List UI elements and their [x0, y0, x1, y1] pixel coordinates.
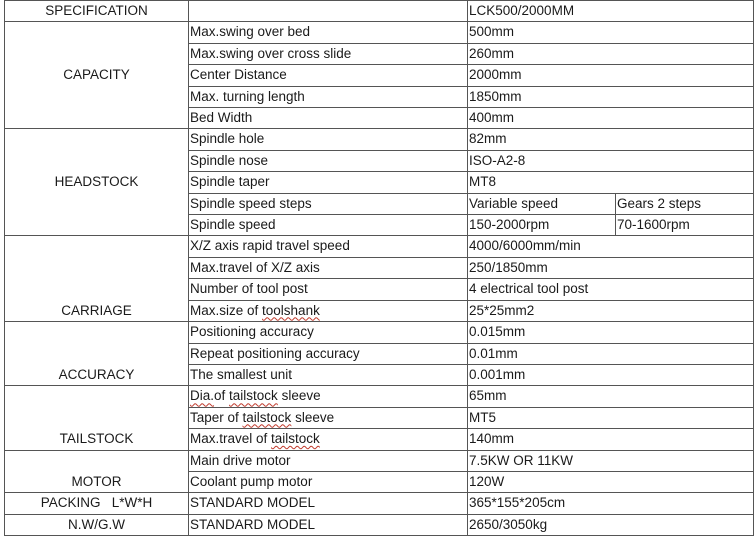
table-row: [5, 514, 754, 535]
param-cell: Coolant pump motor: [189, 471, 468, 492]
param-cell: [189, 1, 468, 22]
table-row: [5, 1, 754, 22]
spellcheck-marked-word: tailstock: [229, 388, 278, 404]
param-cell: [189, 407, 468, 428]
param-cell: Max.travel of X/Z axis: [189, 257, 468, 278]
value-cell: 0.001mm: [468, 364, 754, 385]
param-text: Taper of: [190, 409, 243, 425]
param-cell: The smallest unit: [189, 364, 468, 385]
param-cell: Bed Width: [189, 108, 468, 129]
value-cell: 2000mm: [468, 65, 754, 86]
section-label-capacity: CAPACITY: [5, 22, 189, 129]
value-cell: 4000/6000mm/min: [468, 236, 754, 257]
param-cell: Max.swing over cross slide: [189, 43, 468, 64]
value-cell: ISO-A2-8: [468, 150, 754, 171]
value-cell: 260mm: [468, 43, 754, 64]
value-cell: 82mm: [468, 129, 754, 150]
value-cell: 120W: [468, 471, 754, 492]
table-row: [5, 493, 754, 514]
value-cell: 0.015mm: [468, 322, 754, 343]
section-label-carriage: CARRIAGE: [5, 236, 189, 322]
value-cell: 2650/3050kg: [468, 514, 754, 535]
param-cell: Main drive motor: [189, 450, 468, 471]
param-cell: Max. turning length: [189, 86, 468, 107]
param-text: sleeve: [291, 409, 335, 425]
table-row: [5, 22, 754, 43]
model-value: LCK500/2000MM: [468, 1, 754, 22]
spec-table: [4, 0, 754, 536]
specification-header: SPECIFICATION: [5, 1, 189, 22]
value-cell: 400mm: [468, 108, 754, 129]
value-cell: 250/1850mm: [468, 257, 754, 278]
value-cell: MT8: [468, 172, 754, 193]
value-cell: 365*155*205cm: [468, 493, 754, 514]
value-cell: MT5: [468, 407, 754, 428]
table-row: [5, 450, 754, 471]
value-cell: 1850mm: [468, 86, 754, 107]
param-cell: Max.swing over bed: [189, 22, 468, 43]
section-label-motor: MOTOR: [5, 450, 189, 493]
param-cell: Spindle speed: [189, 215, 468, 236]
spellcheck-marked-word: tailstock: [271, 431, 320, 447]
value-cell-secondary: 70-1600rpm: [616, 215, 754, 236]
param-cell: Spindle nose: [189, 150, 468, 171]
spellcheck-marked-word: toolshank: [262, 302, 320, 318]
table-row: [5, 129, 754, 150]
spellcheck-marked-word: Dia.: [190, 388, 215, 404]
table-row: [5, 322, 754, 343]
section-label-weight: N.W/G.W: [5, 514, 189, 535]
param-cell: [189, 300, 468, 321]
value-cell: 7.5KW OR 11KW: [468, 450, 754, 471]
param-cell: Spindle taper: [189, 172, 468, 193]
param-cell: Positioning accuracy: [189, 322, 468, 343]
param-cell: Center Distance: [189, 65, 468, 86]
section-label-accuracy: ACCURACY: [5, 322, 189, 386]
param-cell: STANDARD MODEL: [189, 514, 468, 535]
value-cell: 500mm: [468, 22, 754, 43]
value-cell: 150-2000rpm: [468, 215, 616, 236]
param-cell: X/Z axis rapid travel speed: [189, 236, 468, 257]
spellcheck-marked-word: tailstock: [242, 409, 292, 425]
table-row: [5, 236, 754, 257]
param-cell: Spindle hole: [189, 129, 468, 150]
param-text: of: [214, 388, 230, 404]
section-label-headstock: HEADSTOCK: [5, 129, 189, 236]
value-cell: 0.01mm: [468, 343, 754, 364]
value-cell: 140mm: [468, 429, 754, 450]
param-text: Max.size of: [190, 302, 263, 318]
param-cell: Number of tool post: [189, 279, 468, 300]
table-row: [5, 386, 754, 407]
param-cell: STANDARD MODEL: [189, 493, 468, 514]
value-cell: 65mm: [468, 386, 754, 407]
section-label-packing: PACKING L*W*H: [5, 493, 189, 514]
value-cell: 25*25mm2: [468, 300, 754, 321]
param-text: Max.travel of: [190, 431, 272, 447]
param-cell: [189, 429, 468, 450]
value-cell: 4 electrical tool post: [468, 279, 754, 300]
param-text: sleeve: [277, 388, 321, 404]
value-cell-secondary: Gears 2 steps: [616, 193, 754, 214]
section-label-tailstock: TAILSTOCK: [5, 386, 189, 450]
param-cell: Spindle speed steps: [189, 193, 468, 214]
param-cell: [189, 386, 468, 407]
value-cell: Variable speed: [468, 193, 616, 214]
param-cell: Repeat positioning accuracy: [189, 343, 468, 364]
